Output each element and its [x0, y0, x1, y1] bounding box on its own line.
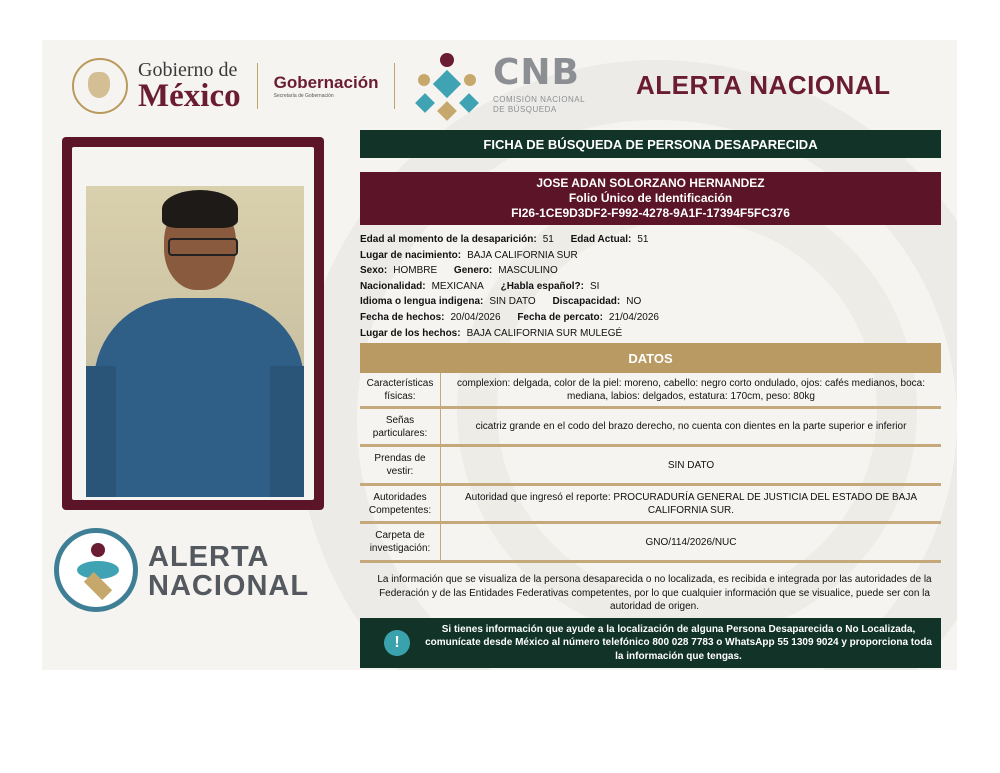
autoridades-value: Autoridad que ingresó el reporte: PROCURADURÍA GENERAL DE JUSTICIA DEL ESTADO DE BAJA CALIFORNIA SUR.: [464, 491, 917, 516]
header-divider-2: [394, 63, 395, 109]
info-row-sexo: [360, 263, 941, 279]
cnb-wordmark: [493, 52, 586, 114]
alerta-nacional-wordmark: [148, 543, 309, 601]
nacionalidad-label: Nacionalidad:: [360, 280, 426, 292]
gobierno-line1: Gobierno de: [138, 58, 238, 81]
fecha-hechos-label: Fecha de hechos:: [360, 311, 445, 323]
gobernacion-logo: [274, 73, 379, 99]
fecha-percato-label: Fecha de percato:: [517, 311, 603, 323]
info-row-fechas: [360, 310, 941, 326]
habla-value: SI: [589, 280, 600, 292]
table-row: [360, 486, 941, 524]
cnb-title: CNB: [493, 52, 580, 93]
folio-label: Folio Único de Identificación: [568, 191, 733, 205]
discapacidad-value: NO: [626, 296, 642, 308]
idioma-label: Idioma o lengua indigena:: [360, 296, 484, 308]
alerta-nacional-logo-icon: [54, 528, 138, 612]
disclaimer-note: La información que se visualiza de la persona desaparecida o no localizada, es recibida e integrada por las autoridades de la Federación y de las Entidades Federativas competentes, por lo que cualquier información que se visualice, puede ser con la autoridad de origen.: [377, 574, 932, 612]
exclamation-icon: !: [384, 630, 410, 656]
person-photo: [86, 186, 304, 497]
nacionalidad-value: MEXICANA: [431, 280, 484, 292]
ficha-title: FICHA DE BÚSQUEDA DE PERSONA DESAPARECIDA: [483, 136, 818, 152]
gobierno-wordmark: [138, 60, 241, 113]
datos-table: [360, 373, 941, 563]
photo-frame: [62, 137, 324, 510]
table-row: [360, 373, 941, 409]
info-row-edad: [360, 232, 941, 248]
contact-text: Si tienes información que ayude a la localización de alguna Persona Desaparecida o No Localizada, comunícate desde México al número telefónico 800 028 7783 o WhatsApp 55 1309 9024 y proporciona toda la información que tengas.: [425, 623, 932, 662]
caract-value: complexion: delgada, color de la piel: moreno, cabello: negro corto ondulado, ojos: cafés medianos, boca: mediana, labios: delgados, estatura: 170cm, peso: 80kg: [456, 377, 926, 402]
person-name-bar: [360, 172, 941, 225]
sexo-label: Sexo:: [360, 265, 388, 277]
edad-actual-label: Edad Actual:: [570, 234, 632, 245]
carpeta-value: GNO/114/2026/NUC: [645, 536, 737, 548]
info-row-idioma: [360, 294, 941, 310]
fecha-hechos-value: 20/04/2026: [450, 311, 501, 323]
sexo-value: HOMBRE: [393, 265, 438, 277]
info-row-nacionalidad: [360, 279, 941, 295]
edad-actual-value: 51: [637, 234, 649, 245]
alerta-nacional-title: ALERTA NACIONAL: [636, 70, 891, 100]
ficha-title-bar: [360, 130, 941, 158]
senas-label: Señas particulares:: [360, 409, 441, 444]
mexico-seal-icon: [72, 58, 128, 114]
table-row: [360, 524, 941, 563]
lugar-hechos-label: Lugar de los hechos:: [360, 327, 461, 339]
prendas-label: Prendas de vestir:: [360, 447, 441, 483]
senas-value: cicatriz grande en el codo del brazo derecho, no cuenta con dientes en la parte superior e inferior: [475, 421, 907, 432]
datos-header: [360, 343, 941, 373]
autoridades-label: Autoridades Competentes:: [360, 486, 441, 521]
alerta-word: ALERTA: [148, 541, 270, 573]
habla-label: ¿Habla español?:: [500, 280, 584, 292]
photo-hair: [162, 190, 238, 228]
table-row: [360, 447, 941, 486]
datos-title: DATOS: [628, 350, 673, 366]
lugar-nac-label: Lugar de nacimiento:: [360, 249, 462, 261]
cnb-logo-icon: [410, 50, 484, 124]
contact-bar: [360, 618, 941, 668]
person-name: JOSE ADAN SOLORZANO HERNANDEZ: [536, 176, 765, 190]
photo-arm-left: [86, 366, 116, 497]
info-row-lugar-nac: [360, 248, 941, 264]
nacional-word: NACIONAL: [148, 570, 310, 602]
cnb-sub2: DE BÚSQUEDA: [493, 104, 557, 114]
photo-glasses: [168, 238, 238, 256]
gobierno-mexico-logo: [72, 58, 411, 114]
discapacidad-label: Discapacidad:: [552, 296, 621, 308]
genero-value: MASCULINO: [498, 265, 558, 277]
folio-value: FI26-1CE9D3DF2-F992-4278-9A1F-17394F5FC376: [511, 206, 790, 220]
carpeta-label: Carpeta de investigación:: [360, 524, 441, 560]
photo-inner: [72, 147, 314, 500]
photo-arm-right: [270, 366, 304, 497]
table-row: [360, 409, 941, 447]
prendas-value: SIN DATO: [667, 459, 715, 471]
fecha-percato-value: 21/04/2026: [608, 311, 659, 323]
gobernacion-label: Gobernación: [273, 73, 379, 92]
cnb-sub1: COMISIÓN NACIONAL: [493, 95, 586, 104]
genero-label: Genero:: [453, 265, 493, 277]
idioma-value: SIN DATO: [489, 296, 536, 308]
gobierno-line2: México: [138, 77, 241, 114]
edad-desap-label: Edad al momento de la desaparición:: [360, 234, 537, 245]
logo-dot: [91, 543, 105, 557]
gobernacion-sub: Secretaría de Gobernación: [273, 93, 334, 99]
lugar-nac-value: BAJA CALIFORNIA SUR: [467, 249, 578, 261]
person-info: [360, 232, 941, 341]
header-divider: [257, 63, 258, 109]
edad-desap-value: 51: [542, 234, 554, 245]
lugar-hechos-value: BAJA CALIFORNIA SUR MULEGÉ: [466, 327, 623, 339]
info-row-lugar-hechos: [360, 326, 941, 342]
caract-label: Características físicas:: [360, 373, 441, 406]
